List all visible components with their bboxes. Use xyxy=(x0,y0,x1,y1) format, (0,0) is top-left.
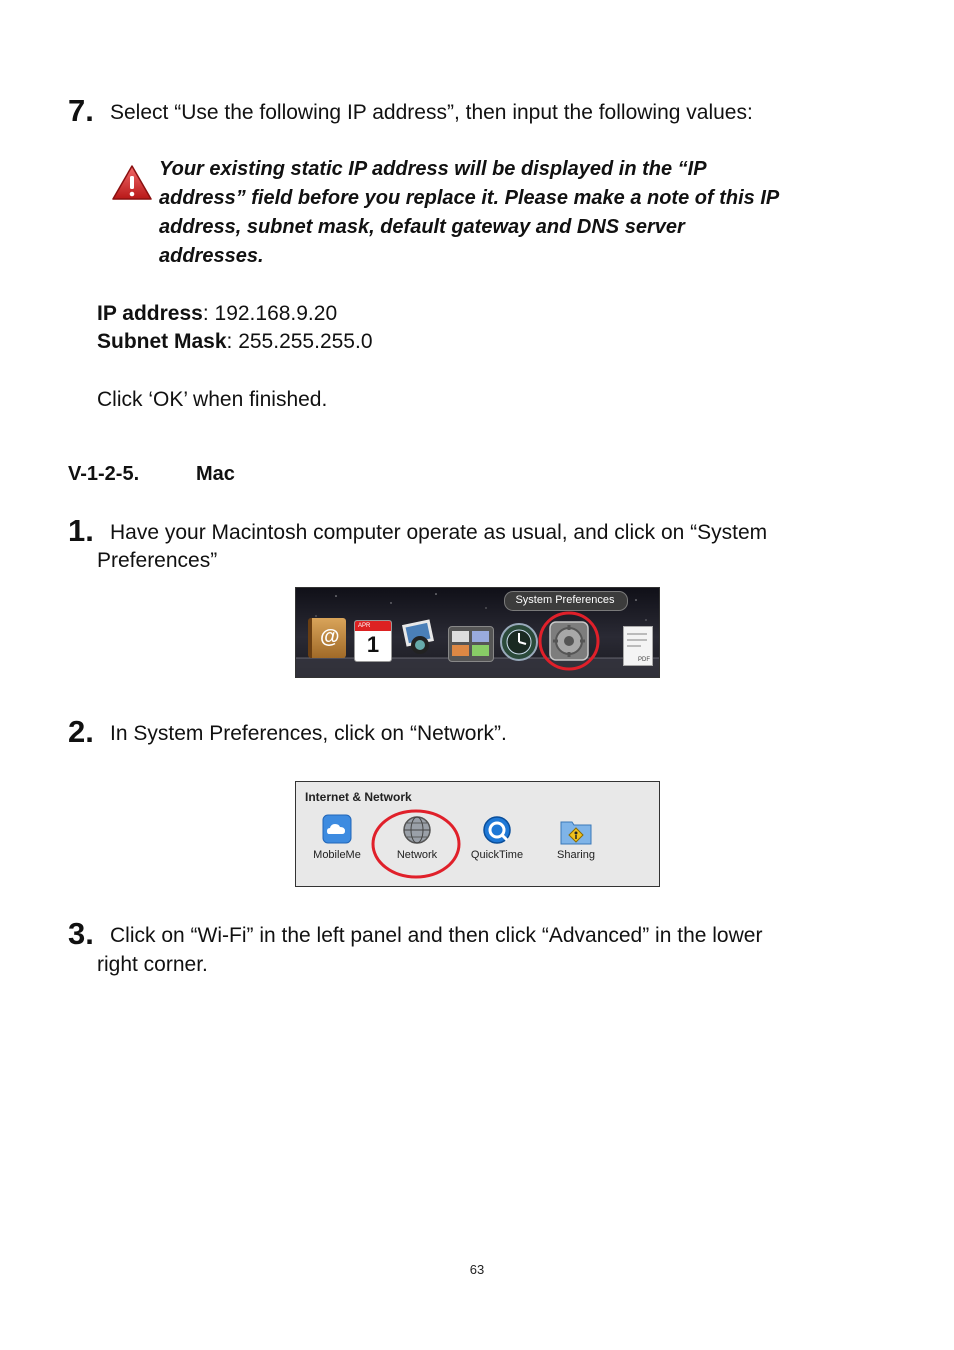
calendar-day: 1 xyxy=(366,632,380,657)
warning-line: addresses. xyxy=(159,245,264,267)
warning-note xyxy=(159,155,839,271)
step-2-number: 2. xyxy=(68,714,94,749)
step-7-number: 7. xyxy=(68,93,94,128)
prefs-section-header: Internet & Network xyxy=(305,790,412,804)
quicktime-icon[interactable] xyxy=(482,815,512,845)
warning-line: Your existing static IP address will be displayed in the “IP xyxy=(159,158,707,180)
calendar-icon[interactable] xyxy=(354,620,392,662)
tooltip-label: System Preferences xyxy=(515,594,615,606)
warning-icon xyxy=(111,164,153,202)
calendar-month: APR xyxy=(355,621,391,631)
step-1-text: Have your Macintosh computer operate as usual, and click on “System xyxy=(110,521,768,544)
system-preferences-screenshot xyxy=(295,781,660,887)
subnet-mask-value: : 255.255.255.0 xyxy=(226,330,373,353)
ip-address-value: : 192.168.9.20 xyxy=(202,302,338,325)
warning-line: address” field before you replace it. Please make a note of this IP xyxy=(159,187,780,209)
click-ok-text: Click ‘OK’ when finished. xyxy=(97,388,328,411)
section-title: Mac xyxy=(196,463,235,485)
address-book-icon[interactable]: @ xyxy=(308,618,346,658)
step-2-text: In System Preferences, click on “Network”. xyxy=(110,722,507,745)
pdf-label: PDF xyxy=(638,657,650,663)
time-machine-icon[interactable] xyxy=(499,622,539,662)
pdf-document-icon[interactable] xyxy=(623,626,653,666)
step-1-number: 1. xyxy=(68,513,94,548)
step-3-text: Click on “Wi-Fi” in the left panel and then click “Advanced” in the lower xyxy=(110,924,763,947)
pref-item-sharing[interactable]: Sharing xyxy=(557,849,595,861)
dock-screenshot xyxy=(295,587,660,678)
iphoto-icon[interactable] xyxy=(400,618,438,656)
step-3-text-cont: right corner. xyxy=(97,953,208,976)
mobileme-icon[interactable] xyxy=(322,814,352,844)
step-3-number: 3. xyxy=(68,916,94,951)
page-number: 63 xyxy=(469,1262,485,1277)
subnet-mask-label: Subnet Mask xyxy=(97,330,227,353)
sharing-folder-icon[interactable] xyxy=(560,817,592,845)
step-7-text: Select “Use the following IP address”, then input the following values: xyxy=(110,101,753,124)
warning-line: address, subnet mask, default gateway and DNS server xyxy=(159,216,685,238)
step-1-text-cont: Preferences” xyxy=(97,549,218,572)
section-id: V-1-2-5. xyxy=(68,463,140,485)
subnet-mask-line xyxy=(97,327,373,356)
spaces-icon[interactable] xyxy=(448,626,494,662)
pref-item-network[interactable]: Network xyxy=(396,849,438,861)
pref-item-mobileme[interactable]: MobileMe xyxy=(313,849,361,861)
ip-address-line xyxy=(97,299,337,328)
network-highlight-ring xyxy=(370,808,462,880)
pref-item-quicktime[interactable]: QuickTime xyxy=(470,849,524,861)
highlight-ring xyxy=(536,609,602,673)
ip-address-label: IP address xyxy=(97,302,203,325)
